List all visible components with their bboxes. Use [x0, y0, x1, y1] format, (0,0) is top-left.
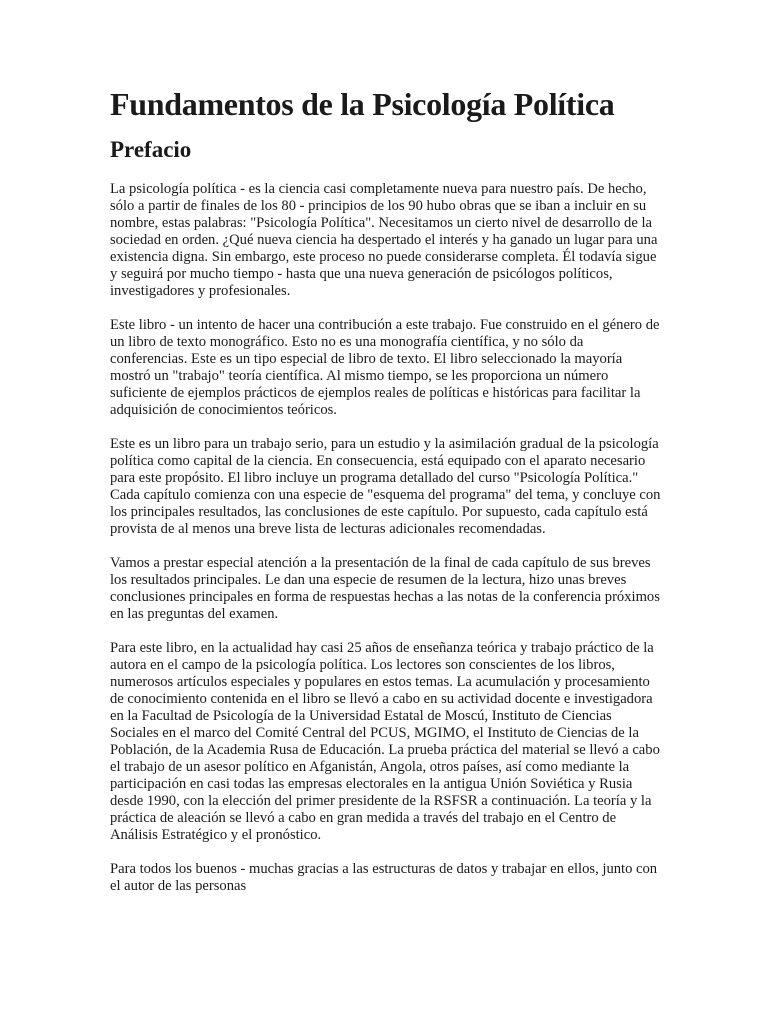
page-title: Fundamentos de la Psicología Política	[110, 86, 615, 122]
paragraph-6: Para todos los buenos - muchas gracias a las estructuras de datos y trabajar en ellos, junto con el autor de las personas	[110, 861, 658, 894]
paragraph-2: Este libro - un intento de hacer una contribución a este trabajo. Fue construido en el género de un libro de texto monográfico. Esto no es una monografía científica, y no sólo da conferencias. Este es un tipo especial de libro de texto. El libro seleccionado la mayoría mostró un "trabajo" teoría científica. Al mismo tiempo, se les proporciona un número suficiente de ejemplos prácticos de ejemplos reales de políticas e históricas para facilitar la adquisición de conocimientos teóricos.	[110, 317, 660, 418]
document-page	[110, 84, 662, 912]
section-heading-prefacio: Prefacio	[110, 137, 192, 162]
paragraph-5: Para este libro, en la actualidad hay casi 25 años de enseñanza teórica y trabajo práctico de la autora en el campo de la psicología política. Los lectores son conscientes de los libros, numerosos artículos especiales y populares en estos temas. La acumulación y procesamiento de conocimiento contenida en el libro se llevó a cabo en su actividad docente e investigadora en la Facultad de Psicología de la Universidad Estatal de Moscú, Instituto de Ciencias Sociales en el marco del Comité Central del PCUS, MGIMO, el Instituto de Ciencias de la Población, de la Academia Rusa de Educación. La prueba práctica del material se llevó a cabo el trabajo de un asesor político en Afganistán, Angola, otros países, así como mediante la participación en casi todas las empresas electorales en la antigua Unión Soviética y Rusia desde 1990, con la elección del primer presidente de la RSFSR a continuación. La teoría y la práctica de aleación se llevó a cabo en gran medida a través del trabajo en el Centro de Análisis Estratégico y el pronóstico.	[110, 640, 660, 843]
paragraph-4: Vamos a prestar especial atención a la presentación de la final de cada capítulo de sus breves los resultados principales. Le dan una especie de resumen de la lectura, hizo unas breves conclusiones principales en forma de respuestas hechas a las notas de la conferencia próximos en las preguntas del examen.	[110, 555, 660, 622]
paragraph-1: La psicología política - es la ciencia casi completamente nueva para nuestro país. De hecho, sólo a partir de finales de los 80 - principios de los 90 hubo obras que se iban a incluir en su nombre, estas palabras: "Psicología Política". Necesitamos un cierto nivel de desarrollo de la sociedad en orden. ¿Qué nueva ciencia ha despertado el interés y ha ganado un lugar para una existencia digna. Sin embargo, este proceso no puede considerarse completa. Él todavía sigue y seguirá por mucho tiempo - hasta que una nueva generación de psicólogos políticos, investigadores y profesionales.	[110, 181, 658, 299]
paragraph-3: Este es un libro para un trabajo serio, para un estudio y la asimilación gradual de la psicología política como capital de la ciencia. En consecuencia, está equipado con el aparato necesario para este propósito. El libro incluye un programa detallado del curso "Psicología Política." Cada capítulo comienza con una especie de "esquema del programa" del tema, y concluye con los principales resultados, las conclusiones de este capítulo. Por supuesto, cada capítulo está provista de al menos una breve lista de lecturas adicionales recomendadas.	[110, 436, 661, 537]
